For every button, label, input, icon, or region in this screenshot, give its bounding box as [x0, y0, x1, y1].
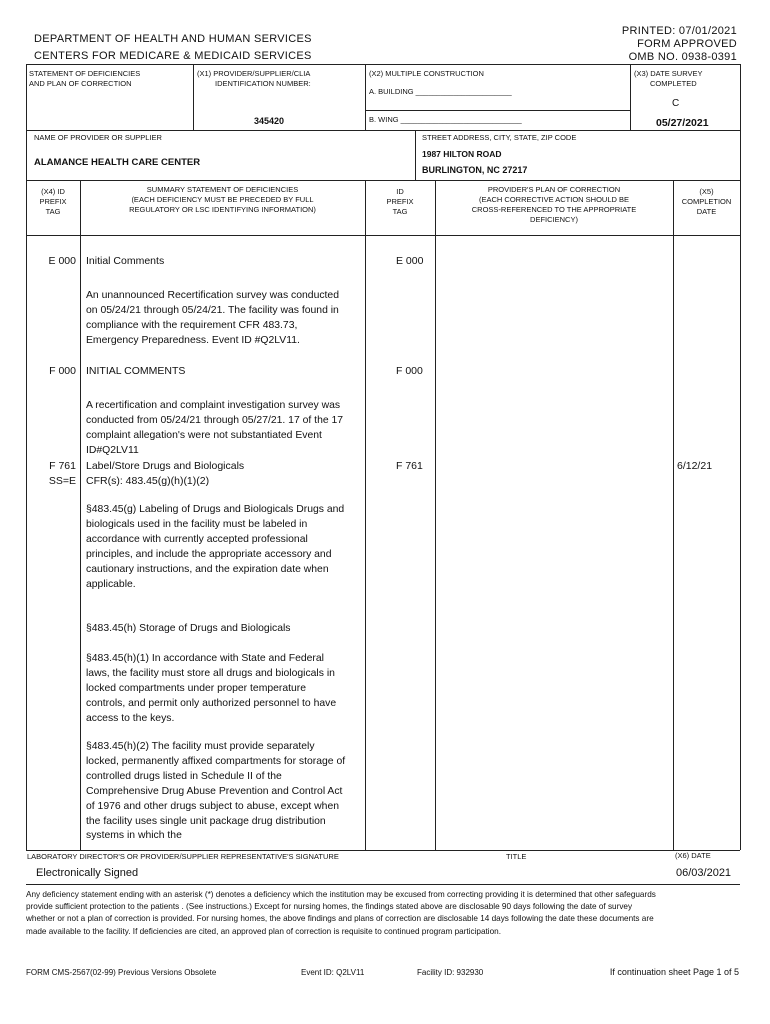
page-indicator: If continuation sheet Page 1 of 5 — [609, 967, 739, 977]
summary-header: SUMMARY STATEMENT OF DEFICIENCIES (EACH DEFICIENCY MUST BE PRECEDED BY FULL REGULATORY OR LSC IDENTIFYING INFORMATION) — [129, 185, 316, 214]
rule — [26, 64, 27, 850]
rule — [435, 180, 436, 850]
x1-label: (X1) PROVIDER/SUPPLIER/CLIA — [197, 69, 311, 78]
rule — [26, 130, 740, 131]
x2-label: (X2) MULTIPLE CONSTRUCTION — [369, 69, 484, 78]
form-number: FORM CMS-2567(02-99) Previous Versions Obsolete — [26, 968, 217, 977]
tag-f000-right: F 000 — [396, 365, 423, 377]
rule — [740, 64, 741, 850]
x4-header: (X4) ID PREFIX TAG — [39, 187, 67, 216]
e000-text: An unannounced Recertification survey was conducted on 05/24/21 through 05/24/21. The facility was found in compliance with the requirement CFR 483.73, Emergency Preparedness. Event ID #Q2LV11. — [86, 290, 339, 346]
tag-f000: F 000 — [49, 365, 76, 377]
rule — [365, 180, 366, 850]
wing-label: B. WING _____________________________ — [369, 115, 522, 124]
rule — [630, 64, 631, 130]
statement-label: STATEMENT OF DEFICIENCIES — [29, 69, 141, 78]
provider-name-label: NAME OF PROVIDER OR SUPPLIER — [34, 133, 162, 142]
x1-label-2: IDENTIFICATION NUMBER: — [215, 79, 311, 88]
rule — [26, 180, 740, 181]
provider-name: ALAMANCE HEALTH CARE CENTER — [34, 157, 201, 168]
department-title: DEPARTMENT OF HEALTH AND HUMAN SERVICES — [34, 33, 312, 45]
survey-code: C — [672, 98, 680, 109]
agency-title: CENTERS FOR MEDICARE & MEDICAID SERVICES — [34, 50, 312, 62]
rule — [26, 64, 740, 65]
f761-title: Label/Store Drugs and Biologicals — [86, 460, 245, 472]
address-label: STREET ADDRESS, CITY, STATE, ZIP CODE — [422, 133, 577, 142]
form-approved: FORM APPROVED — [637, 38, 737, 50]
signature-label: LABORATORY DIRECTOR'S OR PROVIDER/SUPPLIER REPRESENTATIVE'S SIGNATURE — [27, 852, 339, 861]
rule — [80, 180, 81, 850]
x3-label: (X3) DATE SURVEY — [634, 69, 703, 78]
city-state-zip: BURLINGTON, NC 27217 — [422, 165, 528, 175]
street-address: 1987 HILTON ROAD — [422, 149, 502, 159]
provider-id-number: 345420 — [254, 116, 285, 126]
e000-title: Initial Comments — [86, 255, 165, 267]
tag-e000-right: E 000 — [396, 255, 424, 267]
paragraph-storage-h2: §483.45(h)(2) The facility must provide separately locked, permanently affixed compartments for storage of controlled drugs listed in Schedule II of the Comprehensive Drug Abuse Prevention and Control Act of 1976 and other drugs subject to abuse, except when the facility uses single unit package drug distribution systems in which the — [86, 741, 346, 842]
date-label: (X6) DATE — [675, 851, 711, 860]
rule — [365, 64, 366, 130]
signature-date: 06/03/2021 — [676, 867, 732, 879]
signature-value: Electronically Signed — [36, 867, 139, 879]
rule — [26, 850, 740, 851]
rule — [26, 884, 740, 885]
building-label: A. BUILDING _______________________ — [369, 87, 512, 96]
x5-header: (X5) COMPLETION DATE — [681, 187, 732, 216]
omb-number: OMB NO. 0938-0391 — [628, 51, 737, 63]
f000-text: A recertification and complaint investigation survey was conducted from 05/24/21 through 05/27/21. 17 of the 17 complaint allegation's were not substantiated Event ID#Q2LV11 — [86, 400, 344, 456]
printed-date: PRINTED: 07/01/2021 — [621, 25, 737, 37]
tag-e000: E 000 — [48, 255, 76, 267]
tag-f761-right: F 761 — [396, 460, 423, 472]
rule — [193, 64, 194, 130]
paragraph-storage: §483.45(h) Storage of Drugs and Biologicals — [86, 623, 291, 634]
disclaimer: Any deficiency statement ending with an asterisk (*) denotes a deficiency which the institution may be excused from correcting providing it is determined that other safeguards provide sufficient protection to the patients . (See instructions.) Except for nursing homes, the findings stated above are disclosable 90 days following the date of survey whether or not a plan of correction is provided. For nursing homes, the above findings and plans of correction are disclosable 14 days following the date these documents are made available to the facility. If deficiencies are cited, an approved plan of correction is requisite to continued program participation. — [26, 890, 656, 936]
tag-f761: F 761 — [49, 460, 76, 472]
rule — [365, 110, 630, 111]
survey-completed-date: 05/27/2021 — [656, 117, 709, 129]
completion-date: 6/12/21 — [677, 460, 713, 472]
paragraph-storage-h1: §483.45(h)(1) In accordance with State and Federal laws, the facility must store all drugs and biologicals in locked compartments under proper temperature controls, and permit only authorized personnel to have access to the keys. — [86, 653, 337, 724]
facility-id: Facility ID: 932930 — [417, 968, 484, 977]
plan-header: PROVIDER'S PLAN OF CORRECTION (EACH CORRECTIVE ACTION SHOULD BE CROSS-REFERENCED TO THE APPROPRIATE DEFICIENCY) — [471, 185, 637, 224]
x3-label-2: COMPLETED — [650, 79, 697, 88]
paragraph-labeling: §483.45(g) Labeling of Drugs and Biologicals Drugs and biologicals used in the facility must be labeled in accordance with currently accepted professional principles, and include the appropriate accessory and cautionary instructions, and the expiration date when applicable. — [86, 504, 345, 590]
f000-title: INITIAL COMMENTS — [86, 365, 186, 377]
rule — [26, 235, 740, 236]
statement-label-2: AND PLAN OF CORRECTION — [29, 79, 132, 88]
severity-scope: SS=E — [48, 475, 76, 487]
rule — [673, 180, 674, 850]
title-label: TITLE — [506, 852, 527, 861]
rule — [415, 130, 416, 180]
f761-cfr: CFR(s): 483.45(g)(h)(1)(2) — [86, 475, 210, 487]
event-id: Event ID: Q2LV11 — [301, 968, 365, 977]
id-header: ID PREFIX TAG — [386, 187, 414, 216]
